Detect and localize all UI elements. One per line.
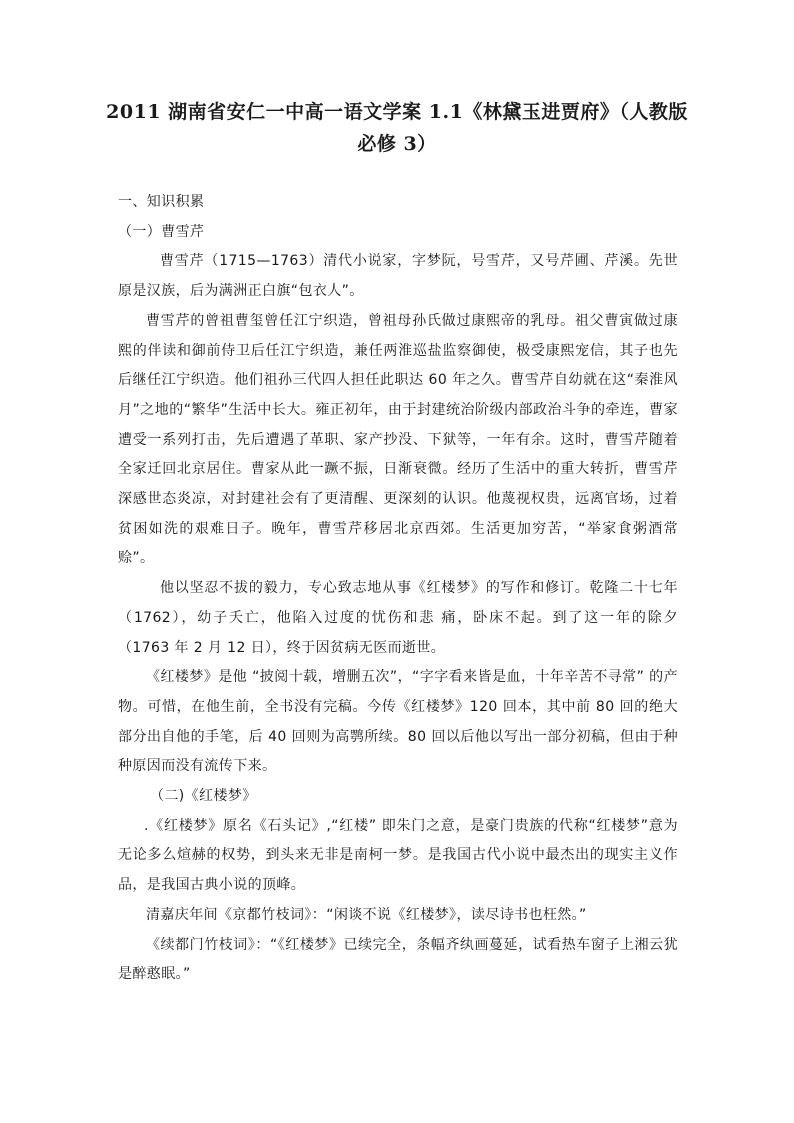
subsection-heading-hongloumeng: （二)《红楼梦》 [150,788,257,805]
section-heading: 一、知识积累 [118,194,205,210]
paragraph-manuscript: 《红楼梦》是他 “披阅十载，增删五次”，“字字看来皆是血，十年辛苦不寻常” 的产物。可惜，在他生前，全书没有完稿。今传《红楼梦》120 回本，其中前 80 回的绝大部分出自他的手笔，后 40 回则为高鹗所续。80 回以后他以写出一部分初稿，但由于种种原因而没有流传下来。 [118,669,678,775]
paragraph-xu-dumen-zhuzhici: 《续都门竹枝词》：“《红楼梦》已续完全，条幅齐纨画蔓延，试看热车窗子上湘云犹是醉憨眠。” [118,936,678,983]
paragraph-family-history: 曹雪芹的曾祖曹玺曾任江宁织造，曾祖母孙氏做过康熙帝的乳母。祖父曹寅做过康熙的伴读和御前侍卫后任江宁织造，兼任两淮巡盐监察御使，极受康熙宠信，其子也先后继任江宁织造。他们祖孙三代四人担任此职达 60 年之久。曹雪芹自幼就在这“秦淮风月”之地的“繁华”生活中长大。雍正初年，由于封建统治阶级内部政治斗争的牵连，曹家遭受一系列打击，先后遭遇了革职、家产抄没、下狱等，一年有余。这时，曹雪芹随着全家迁回北京居住。曹家从此一蹶不振，日渐衰微。经历了生活中的重大转折，曹雪芹深感世态炎凉，对封建社会有了更清醒、更深刻的认识。他蔑视权贵，远离官场，过着贫困如洗的艰难日子。晚年，曹雪芹移居北京西郊。生活更加穷苦，“举家食粥酒常赊”。 [118,312,678,567]
document-title: 2011 湖南省安仁一中高一语文学案 1.1《林黛玉进贾府》（人教版必修 3） [106,101,688,155]
paragraph-novel-overview: .《红楼梦》原名《石头记》,“红楼” 即朱门之意，是豪门贵族的代称“红楼梦”意为无论多么煊赫的权势，到头来无非是南柯一梦。是我国古代小说中最杰出的现实主义作品，是我国古典小说的顶峰。 [118,817,678,894]
paragraph-jingdu-zhuzhici: 清嘉庆年间《京都竹枝词》：“闲谈不说《红楼梦》，读尽诗书也枉然。” [146,906,587,923]
paragraph-intro: 曹雪芹（1715—1763）清代小说家，字梦阮，号雪芹，又号芹圃、芹溪。先世原是汉族，后为满洲正白旗“包衣人”。 [118,253,678,300]
paragraph-writing: 他以坚忍不拔的毅力，专心致志地从事《红楼梦》的写作和修订。乾隆二十七年（1762），幼子夭亡，他陷入过度的忧伤和悲 痛，卧床不起。到了这一年的除夕（1763 年 2 月 12 日），终于因贫病无医而逝世。 [118,580,678,656]
document-body [118,188,678,990]
subsection-heading-caoxueqin: （一）曹雪芹 [118,223,205,240]
